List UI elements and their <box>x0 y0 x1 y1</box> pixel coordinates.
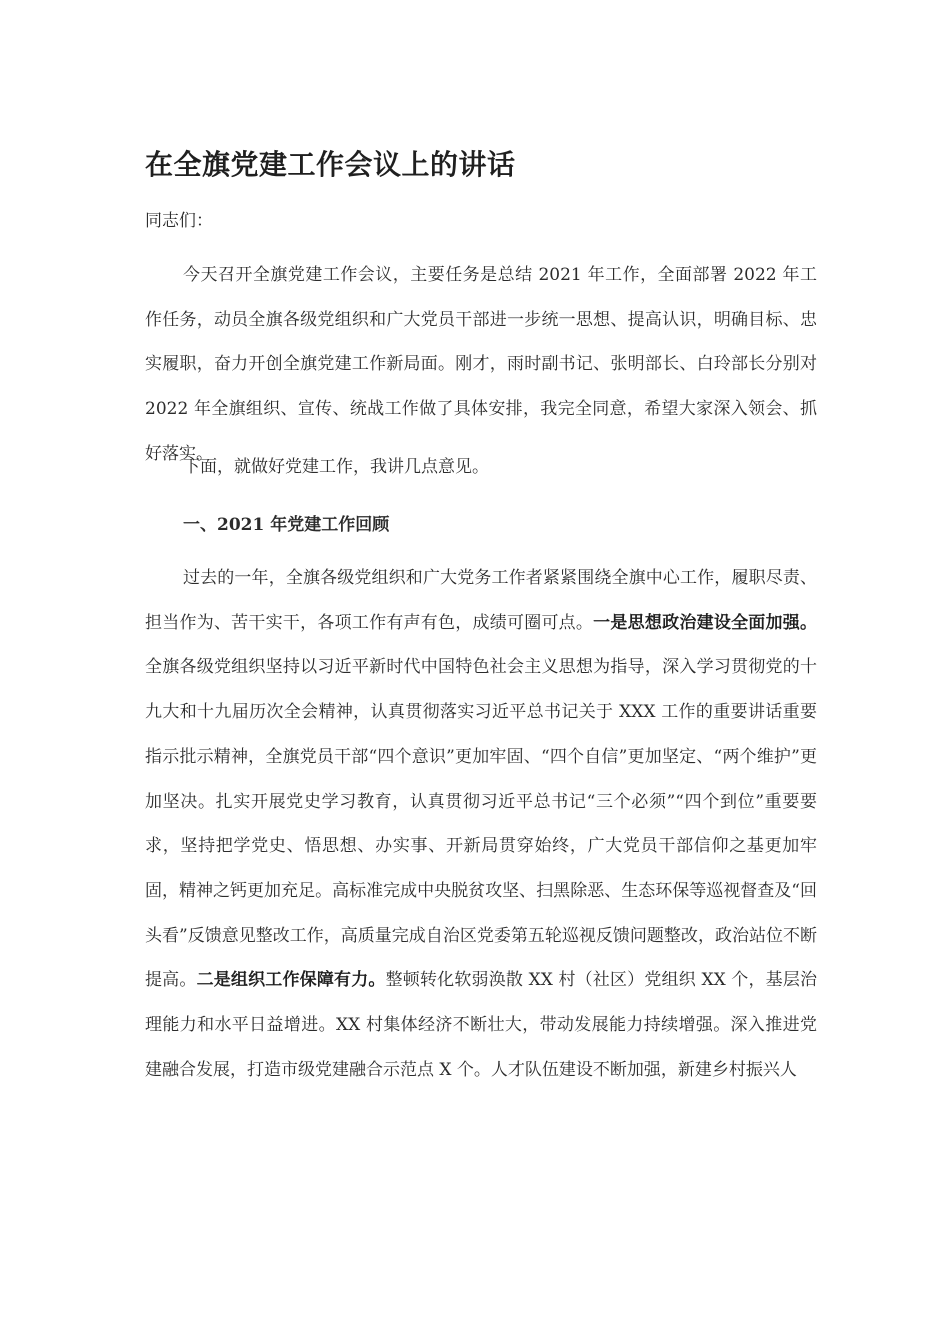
point-two-heading: 二是组织工作保障有力。 <box>196 970 386 991</box>
review-intro-text: 过去的一年，全旗各级党组织和广大党务工作者紧紧围绕全旗中心工作，履职尽责、担当作为、苦干实干，各项工作有声有色，成绩可圈可点。 <box>145 568 817 633</box>
point-one-heading: 一是思想政治建设全面加强。 <box>593 612 818 633</box>
salutation: 同志们： <box>145 211 213 231</box>
paragraph-intro: 今天召开全旗党建工作会议，主要任务是总结 2021 年工作，全面部署 2022 年工作任务，动员全旗各级党组织和广大党员干部进一步统一思想、提高认识，明确目标、忠实履职，奋力开创全旗党建工作新局面。刚才，雨时副书记、张明部长、白玲部长分别对 2022 年全旗组织、宣传、统战工作做了具体安排，我完全同意，希望大家深入领会、抓好落实。 <box>145 265 817 464</box>
paragraph-transition: 下面，就做好党建工作，我讲几点意见。 <box>183 457 489 477</box>
point-one-text: 全旗各级党组织坚持以习近平新时代中国特色社会主义思想为指导，深入学习贯彻党的十九大和十九届历次全会精神，认真贯彻落实习近平总书记关于 XXX 工作的重要讲话重要指示批示精神，全旗党员干部“四个意识”更加牢固、“四个自信”更加坚定、“两个维护”更加坚决。扎实开展党史学习教育，认真贯彻习近平总书记“三个必须”“四个到位”重要要求，坚持把学党史、悟思想、办实事、开新局贯穿始终，广大党员干部信仰之基更加牢固，精神之钙更加充足。高标准完成中央脱贫攻坚、扫黑除恶、生态环保等巡视督查及“回头看”反馈意见整改工作，高质量完成自治区党委第五轮巡视反馈问题整改，政治站位不断提高。 <box>145 657 817 991</box>
document-title: 在全旗党建工作会议上的讲话 <box>145 148 516 181</box>
point-two-text: 整顿转化软弱涣散 XX 村（社区）党组织 XX 个，基层治理能力和水平日益增进。XX 村集体经济不断壮大，带动发展能力持续增强。深入推进党建融合发展，打造市级党建融合示范点 X 个。人才队伍建设不断加强，新建乡村振兴人 <box>145 970 818 1080</box>
section-heading-review: 一、2021 年党建工作回顾 <box>183 515 390 535</box>
paragraph-review <box>145 556 817 1092</box>
